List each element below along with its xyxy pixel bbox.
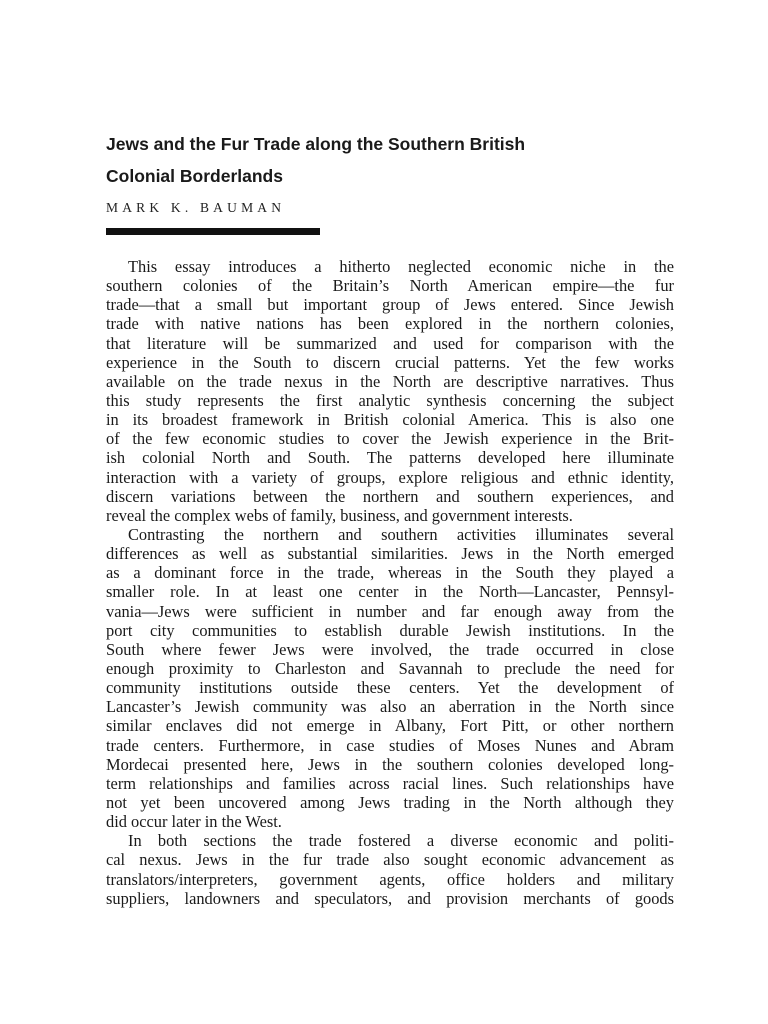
article-title-line-1: Jews and the Fur Trade along the Southern British bbox=[106, 134, 526, 154]
body-line: cal nexus. Jews in the fur trade also sought economic advancement as bbox=[106, 850, 674, 870]
body-line: In both sections the trade fostered a diverse economic and politi- bbox=[128, 831, 674, 851]
article-author: MARK K. BAUMAN bbox=[106, 200, 286, 215]
body-line: Lancaster’s Jewish community was also an aberration in the North since bbox=[106, 697, 674, 717]
body-line: interaction with a variety of groups, explore religious and ethnic identity, bbox=[106, 467, 674, 487]
body-line: South where fewer Jews were involved, the trade occurred in close bbox=[106, 639, 674, 659]
article-title-line-2: Colonial Borderlands bbox=[106, 166, 283, 186]
body-line: suppliers, landowners and speculators, and provision merchants of goods bbox=[106, 888, 674, 908]
body-line: smaller role. In at least one center in the North—Lancaster, Pennsyl- bbox=[106, 582, 674, 602]
title-rule bbox=[106, 228, 320, 235]
body-line: Contrasting the northern and southern activities illuminates several bbox=[128, 524, 674, 544]
body-line: trade centers. Furthermore, in case studies of Moses Nunes and Abram bbox=[106, 735, 674, 755]
body-line: did occur later in the West. bbox=[106, 812, 282, 832]
body-line: similar enclaves did not emerge in Albany, Fort Pitt, or other northern bbox=[106, 716, 674, 736]
article-body bbox=[106, 257, 674, 908]
article-title bbox=[106, 128, 706, 192]
body-line: not yet been uncovered among Jews trading in the North although they bbox=[106, 792, 674, 812]
body-line: translators/interpreters, government agents, office holders and military bbox=[106, 869, 674, 889]
body-line: term relationships and families across racial lines. Such relationships have bbox=[106, 773, 674, 793]
body-line: of the few economic studies to cover the Jewish experience in the Brit- bbox=[106, 429, 674, 449]
body-line: that literature will be summarized and used for comparison with the bbox=[106, 333, 674, 353]
body-line: enough proximity to Charleston and Savannah to preclude the need for bbox=[106, 658, 674, 678]
body-line: this study represents the first analytic synthesis concerning the subject bbox=[106, 390, 674, 410]
body-line: southern colonies of the Britain’s North American empire—the fur bbox=[106, 276, 674, 296]
body-line: discern variations between the northern and southern experiences, and bbox=[106, 486, 674, 506]
body-line: experience in the South to discern crucial patterns. Yet the few works bbox=[106, 352, 674, 372]
body-line: trade with native nations has been explored in the northern colonies, bbox=[106, 314, 674, 334]
body-line: vania—Jews were sufficient in number and far enough away from the bbox=[106, 601, 674, 621]
body-line: ish colonial North and South. The patterns developed here illuminate bbox=[106, 448, 674, 468]
body-line: This essay introduces a hitherto neglected economic niche in the bbox=[128, 257, 674, 276]
body-line: community institutions outside these centers. Yet the development of bbox=[106, 678, 674, 698]
body-line: reveal the complex webs of family, business, and government interests. bbox=[106, 505, 573, 525]
body-line: available on the trade nexus in the North are descriptive narratives. Thus bbox=[106, 371, 674, 391]
body-line: Mordecai presented here, Jews in the southern colonies developed long- bbox=[106, 754, 674, 774]
body-line: port city communities to establish durable Jewish institutions. In the bbox=[106, 620, 674, 640]
body-line: trade—that a small but important group of Jews entered. Since Jewish bbox=[106, 295, 674, 315]
body-line: differences as well as substantial similarities. Jews in the North emerged bbox=[106, 544, 674, 564]
body-line: in its broadest framework in British colonial America. This is also one bbox=[106, 410, 674, 430]
body-line: as a dominant force in the trade, whereas in the South they played a bbox=[106, 563, 674, 583]
